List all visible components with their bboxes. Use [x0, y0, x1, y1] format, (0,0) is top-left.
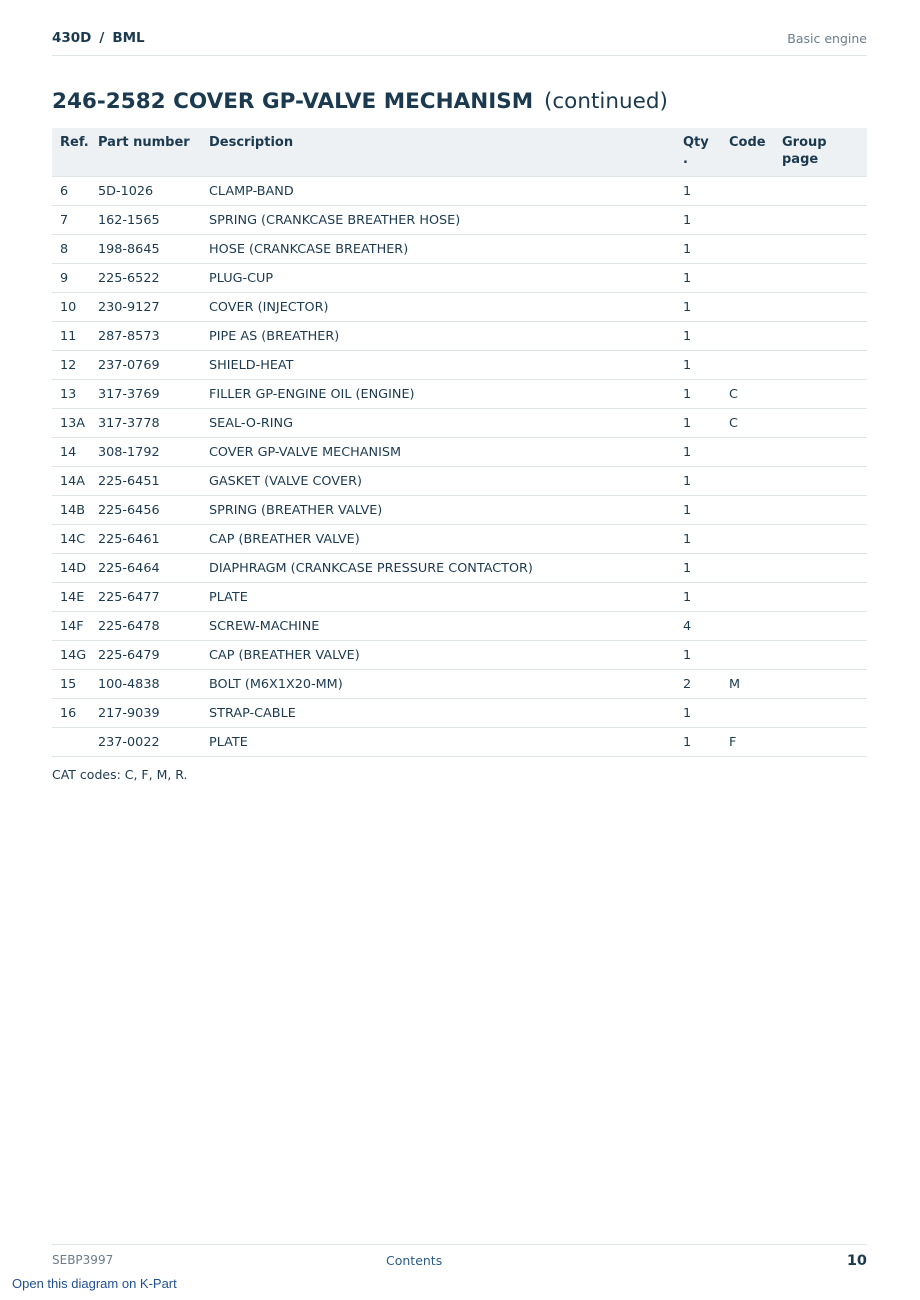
cell-code: C — [729, 409, 782, 438]
cell-group-page — [782, 351, 867, 380]
cell-part-number: 308-1792 — [98, 438, 209, 467]
cell-group-page — [782, 264, 867, 293]
qty-header-line2: . — [683, 152, 688, 167]
cell-part-number: 237-0769 — [98, 351, 209, 380]
cell-code: M — [729, 670, 782, 699]
model-separator: / — [99, 30, 105, 46]
model-variant: BML — [112, 30, 145, 46]
cell-ref: 8 — [52, 235, 98, 264]
cell-qty: 1 — [683, 438, 729, 467]
cell-code — [729, 322, 782, 351]
cell-description: COVER GP-VALVE MECHANISM — [209, 438, 683, 467]
model-name: 430D — [52, 30, 92, 46]
table-row — [52, 206, 867, 235]
title-main: 246-2582 COVER GP-VALVE MECHANISM — [52, 89, 534, 114]
cell-code: C — [729, 380, 782, 409]
table-row — [52, 264, 867, 293]
cell-group-page — [782, 467, 867, 496]
parts-table-header — [52, 128, 867, 177]
open-on-kpart-link[interactable]: Open this diagram on K-Part — [12, 1276, 177, 1291]
cell-code — [729, 641, 782, 670]
cell-ref: 6 — [52, 177, 98, 206]
column-header-group-page — [782, 128, 867, 177]
cell-description: GASKET (VALVE COVER) — [209, 467, 683, 496]
cell-ref: 14E — [52, 583, 98, 612]
page-header — [52, 28, 867, 56]
table-row — [52, 641, 867, 670]
table-row — [52, 293, 867, 322]
cell-part-number: 225-6477 — [98, 583, 209, 612]
cell-description: COVER (INJECTOR) — [209, 293, 683, 322]
cell-group-page — [782, 496, 867, 525]
cell-part-number: 225-6451 — [98, 467, 209, 496]
cell-qty: 1 — [683, 467, 729, 496]
model-label — [52, 30, 145, 46]
cell-part-number: 225-6522 — [98, 264, 209, 293]
cell-code — [729, 351, 782, 380]
cell-ref: 11 — [52, 322, 98, 351]
table-row — [52, 438, 867, 467]
cell-code — [729, 583, 782, 612]
cell-ref: 9 — [52, 264, 98, 293]
cell-code — [729, 612, 782, 641]
cell-description: SPRING (BREATHER VALVE) — [209, 496, 683, 525]
parts-table — [52, 128, 867, 757]
cell-qty: 1 — [683, 641, 729, 670]
table-row — [52, 699, 867, 728]
cell-part-number: 225-6461 — [98, 525, 209, 554]
cell-group-page — [782, 728, 867, 757]
cell-qty: 1 — [683, 409, 729, 438]
cell-code — [729, 235, 782, 264]
table-row — [52, 409, 867, 438]
cell-description: PLUG-CUP — [209, 264, 683, 293]
cell-qty: 4 — [683, 612, 729, 641]
cell-description: CAP (BREATHER VALVE) — [209, 641, 683, 670]
cell-description: DIAPHRAGM (CRANKCASE PRESSURE CONTACTOR) — [209, 554, 683, 583]
cell-group-page — [782, 612, 867, 641]
cell-description: PLATE — [209, 728, 683, 757]
cell-code — [729, 438, 782, 467]
cell-group-page — [782, 293, 867, 322]
cell-code — [729, 264, 782, 293]
document-id: SEBP3997 — [52, 1253, 114, 1267]
cell-ref — [52, 728, 98, 757]
cell-description: SEAL-O-RING — [209, 409, 683, 438]
cell-ref: 12 — [52, 351, 98, 380]
cell-qty: 1 — [683, 206, 729, 235]
cell-qty: 1 — [683, 235, 729, 264]
cell-description: BOLT (M6X1X20-MM) — [209, 670, 683, 699]
cell-group-page — [782, 409, 867, 438]
cell-description: HOSE (CRANKCASE BREATHER) — [209, 235, 683, 264]
cell-part-number: 100-4838 — [98, 670, 209, 699]
table-row — [52, 322, 867, 351]
cell-part-number: 287-8573 — [98, 322, 209, 351]
cell-qty: 1 — [683, 525, 729, 554]
group-header-line2: page — [782, 152, 819, 167]
cell-group-page — [782, 380, 867, 409]
cell-code — [729, 206, 782, 235]
cell-description: PIPE AS (BREATHER) — [209, 322, 683, 351]
cell-ref: 14D — [52, 554, 98, 583]
table-row — [52, 554, 867, 583]
cell-code — [729, 554, 782, 583]
title-suffix: (continued) — [543, 89, 668, 114]
cell-code — [729, 293, 782, 322]
section-name: Basic engine — [787, 31, 867, 46]
cell-qty: 1 — [683, 583, 729, 612]
group-header-line1: Group — [782, 135, 827, 150]
cell-description: SPRING (CRANKCASE BREATHER HOSE) — [209, 206, 683, 235]
cell-part-number: 198-8645 — [98, 235, 209, 264]
cell-group-page — [782, 670, 867, 699]
cell-qty: 1 — [683, 554, 729, 583]
cell-ref: 13A — [52, 409, 98, 438]
table-row — [52, 177, 867, 206]
cell-qty: 1 — [683, 496, 729, 525]
cell-ref: 13 — [52, 380, 98, 409]
cell-ref: 10 — [52, 293, 98, 322]
cell-qty: 1 — [683, 293, 729, 322]
cell-group-page — [782, 554, 867, 583]
column-header-description: Description — [209, 128, 683, 177]
cell-description: STRAP-CABLE — [209, 699, 683, 728]
contents-link[interactable]: Contents — [386, 1253, 443, 1268]
cell-description: CAP (BREATHER VALVE) — [209, 525, 683, 554]
table-row — [52, 467, 867, 496]
cell-ref: 14A — [52, 467, 98, 496]
cell-qty: 1 — [683, 322, 729, 351]
column-header-qty — [683, 128, 729, 177]
cell-ref: 15 — [52, 670, 98, 699]
cell-ref: 14C — [52, 525, 98, 554]
cell-part-number: 317-3778 — [98, 409, 209, 438]
cell-part-number: 230-9127 — [98, 293, 209, 322]
table-row — [52, 496, 867, 525]
cell-ref: 14G — [52, 641, 98, 670]
document-page — [52, 0, 867, 1300]
cell-code — [729, 177, 782, 206]
cell-qty: 1 — [683, 177, 729, 206]
cell-description: SCREW-MACHINE — [209, 612, 683, 641]
table-row — [52, 612, 867, 641]
cell-code — [729, 699, 782, 728]
cell-part-number: 237-0022 — [98, 728, 209, 757]
table-row — [52, 235, 867, 264]
cell-part-number: 225-6479 — [98, 641, 209, 670]
cell-part-number: 225-6464 — [98, 554, 209, 583]
cell-group-page — [782, 322, 867, 351]
column-header-part-number: Part number — [98, 128, 209, 177]
cell-group-page — [782, 438, 867, 467]
table-row — [52, 525, 867, 554]
table-row — [52, 670, 867, 699]
parts-table-body — [52, 177, 867, 757]
column-header-code: Code — [729, 128, 782, 177]
page-footer — [52, 1244, 867, 1275]
cell-ref: 14B — [52, 496, 98, 525]
cell-group-page — [782, 235, 867, 264]
table-row — [52, 583, 867, 612]
cell-code — [729, 496, 782, 525]
page-number: 10 — [846, 1253, 867, 1269]
cell-qty: 1 — [683, 380, 729, 409]
cell-description: FILLER GP-ENGINE OIL (ENGINE) — [209, 380, 683, 409]
cell-qty: 1 — [683, 699, 729, 728]
cell-description: CLAMP-BAND — [209, 177, 683, 206]
column-header-ref: Ref. — [52, 128, 98, 177]
cell-group-page — [782, 641, 867, 670]
cell-part-number: 217-9039 — [98, 699, 209, 728]
table-row — [52, 380, 867, 409]
qty-header-line1: Qty — [683, 135, 709, 150]
cell-group-page — [782, 583, 867, 612]
cell-ref: 14 — [52, 438, 98, 467]
cell-group-page — [782, 699, 867, 728]
header-row — [52, 128, 867, 177]
cell-qty: 1 — [683, 264, 729, 293]
cell-qty: 1 — [683, 351, 729, 380]
table-row — [52, 351, 867, 380]
cell-ref: 7 — [52, 206, 98, 235]
cell-qty: 2 — [683, 670, 729, 699]
page-title — [52, 89, 668, 114]
cell-group-page — [782, 177, 867, 206]
cell-code — [729, 467, 782, 496]
cell-ref: 14F — [52, 612, 98, 641]
cell-part-number: 225-6456 — [98, 496, 209, 525]
cat-codes-note: CAT codes: C, F, M, R. — [52, 767, 188, 782]
cell-description: SHIELD-HEAT — [209, 351, 683, 380]
table-row — [52, 728, 867, 757]
cell-group-page — [782, 206, 867, 235]
cell-code: F — [729, 728, 782, 757]
cell-group-page — [782, 525, 867, 554]
cell-qty: 1 — [683, 728, 729, 757]
cell-description: PLATE — [209, 583, 683, 612]
cell-code — [729, 525, 782, 554]
cell-part-number: 162-1565 — [98, 206, 209, 235]
cell-part-number: 225-6478 — [98, 612, 209, 641]
cell-part-number: 5D-1026 — [98, 177, 209, 206]
cell-ref: 16 — [52, 699, 98, 728]
cell-part-number: 317-3769 — [98, 380, 209, 409]
